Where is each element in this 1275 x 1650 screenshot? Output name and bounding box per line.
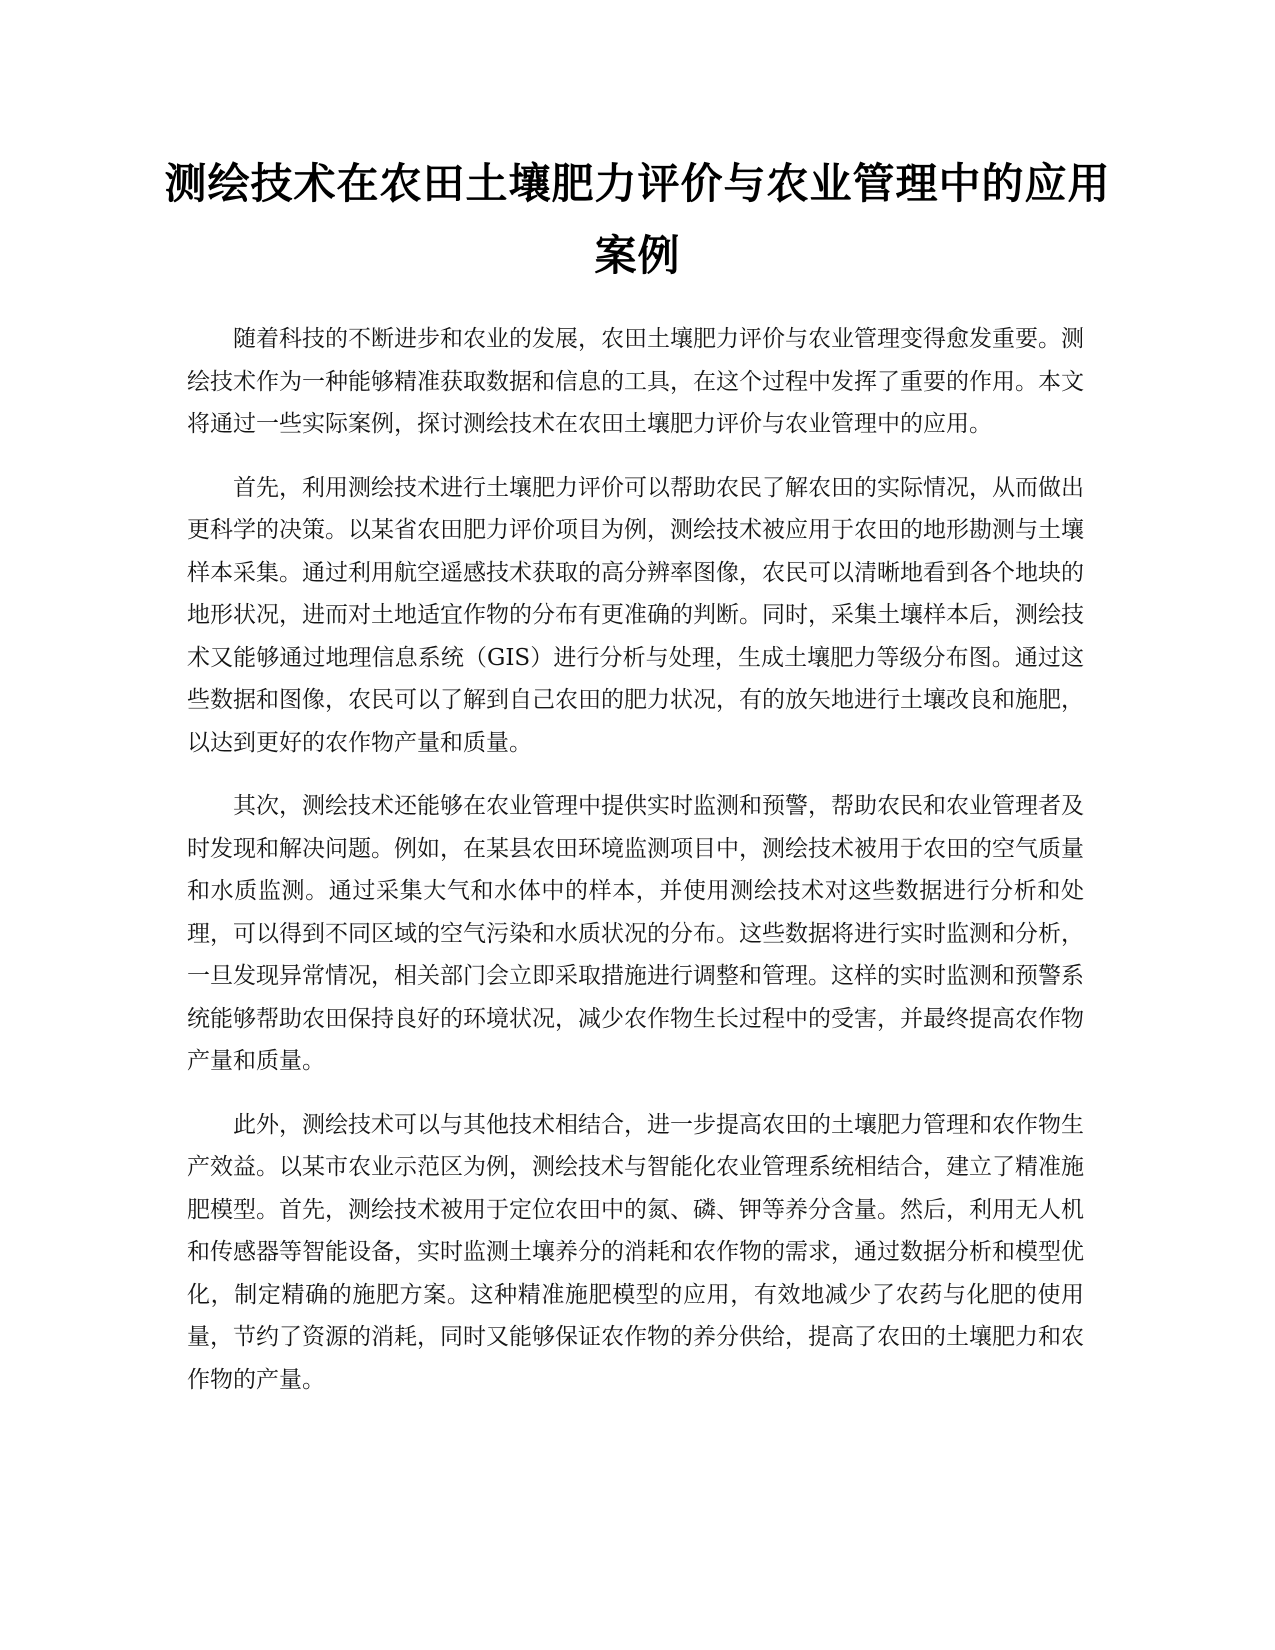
- paragraph-precision-fertilization: 此外，测绘技术可以与其他技术相结合，进一步提高农田的土壤肥力管理和农作物生产效益。以某市农业示范区为例，测绘技术与智能化农业管理系统相结合，建立了精准施肥模型。首先，测绘技术被用于定位农田中的氮、磷、钾等养分含量。然后，利用无人机和传感器等智能设备，实时监测土壤养分的消耗和农作物的需求，通过数据分析和模型优化，制定精确的施肥方案。这种精准施肥模型的应用，有效地减少了农药与化肥的使用量，节约了资源的消耗，同时又能够保证农作物的养分供给，提高了农田的土壤肥力和农作物的产量。: [187, 1111, 1084, 1393]
- document-title: 测绘技术在农田土壤肥力评价与农业管理中的应用案例: [164, 159, 1111, 280]
- document-body: [187, 318, 1084, 1422]
- paragraph-realtime-monitoring: 其次，测绘技术还能够在农业管理中提供实时监测和预警，帮助农民和农业管理者及时发现和解决问题。例如，在某县农田环境监测项目中，测绘技术被用于农田的空气质量和水质监测。通过采集大气和水体中的样本，并使用测绘技术对这些数据进行分析和处理，可以得到不同区域的空气污染和水质状况的分布。这些数据将进行实时监测和分析，一旦发现异常情况，相关部门会立即采取措施进行调整和管理。这样的实时监测和预警系统能够帮助农田保持良好的环境状况，减少农作物生长过程中的受害，并最终提高农作物产量和质量。: [187, 793, 1084, 1074]
- paragraph-soil-fertility-evaluation: 首先，利用测绘技术进行土壤肥力评价可以帮助农民了解农田的实际情况，从而做出更科学的决策。以某省农田肥力评价项目为例，测绘技术被应用于农田的地形勘测与土壤样本采集。通过利用航空遥感技术获取的高分辨率图像，农民可以清晰地看到各个地块的地形状况，进而对土地适宜作物的分布有更准确的判断。同时，采集土壤样本后，测绘技术又能够通过地理信息系统（GIS）进行分析与处理，生成土壤肥力等级分布图。通过这些数据和图像，农民可以了解到自己农田的肥力状况，有的放矢地进行土壤改良和施肥，以达到更好的农作物产量和质量。: [187, 474, 1084, 756]
- paragraph-intro: 随着科技的不断进步和农业的发展，农田土壤肥力评价与农业管理变得愈发重要。测绘技术作为一种能够精准获取数据和信息的工具，在这个过程中发挥了重要的作用。本文将通过一些实际案例，探讨测绘技术在农田土壤肥力评价与农业管理中的应用。: [187, 326, 1084, 437]
